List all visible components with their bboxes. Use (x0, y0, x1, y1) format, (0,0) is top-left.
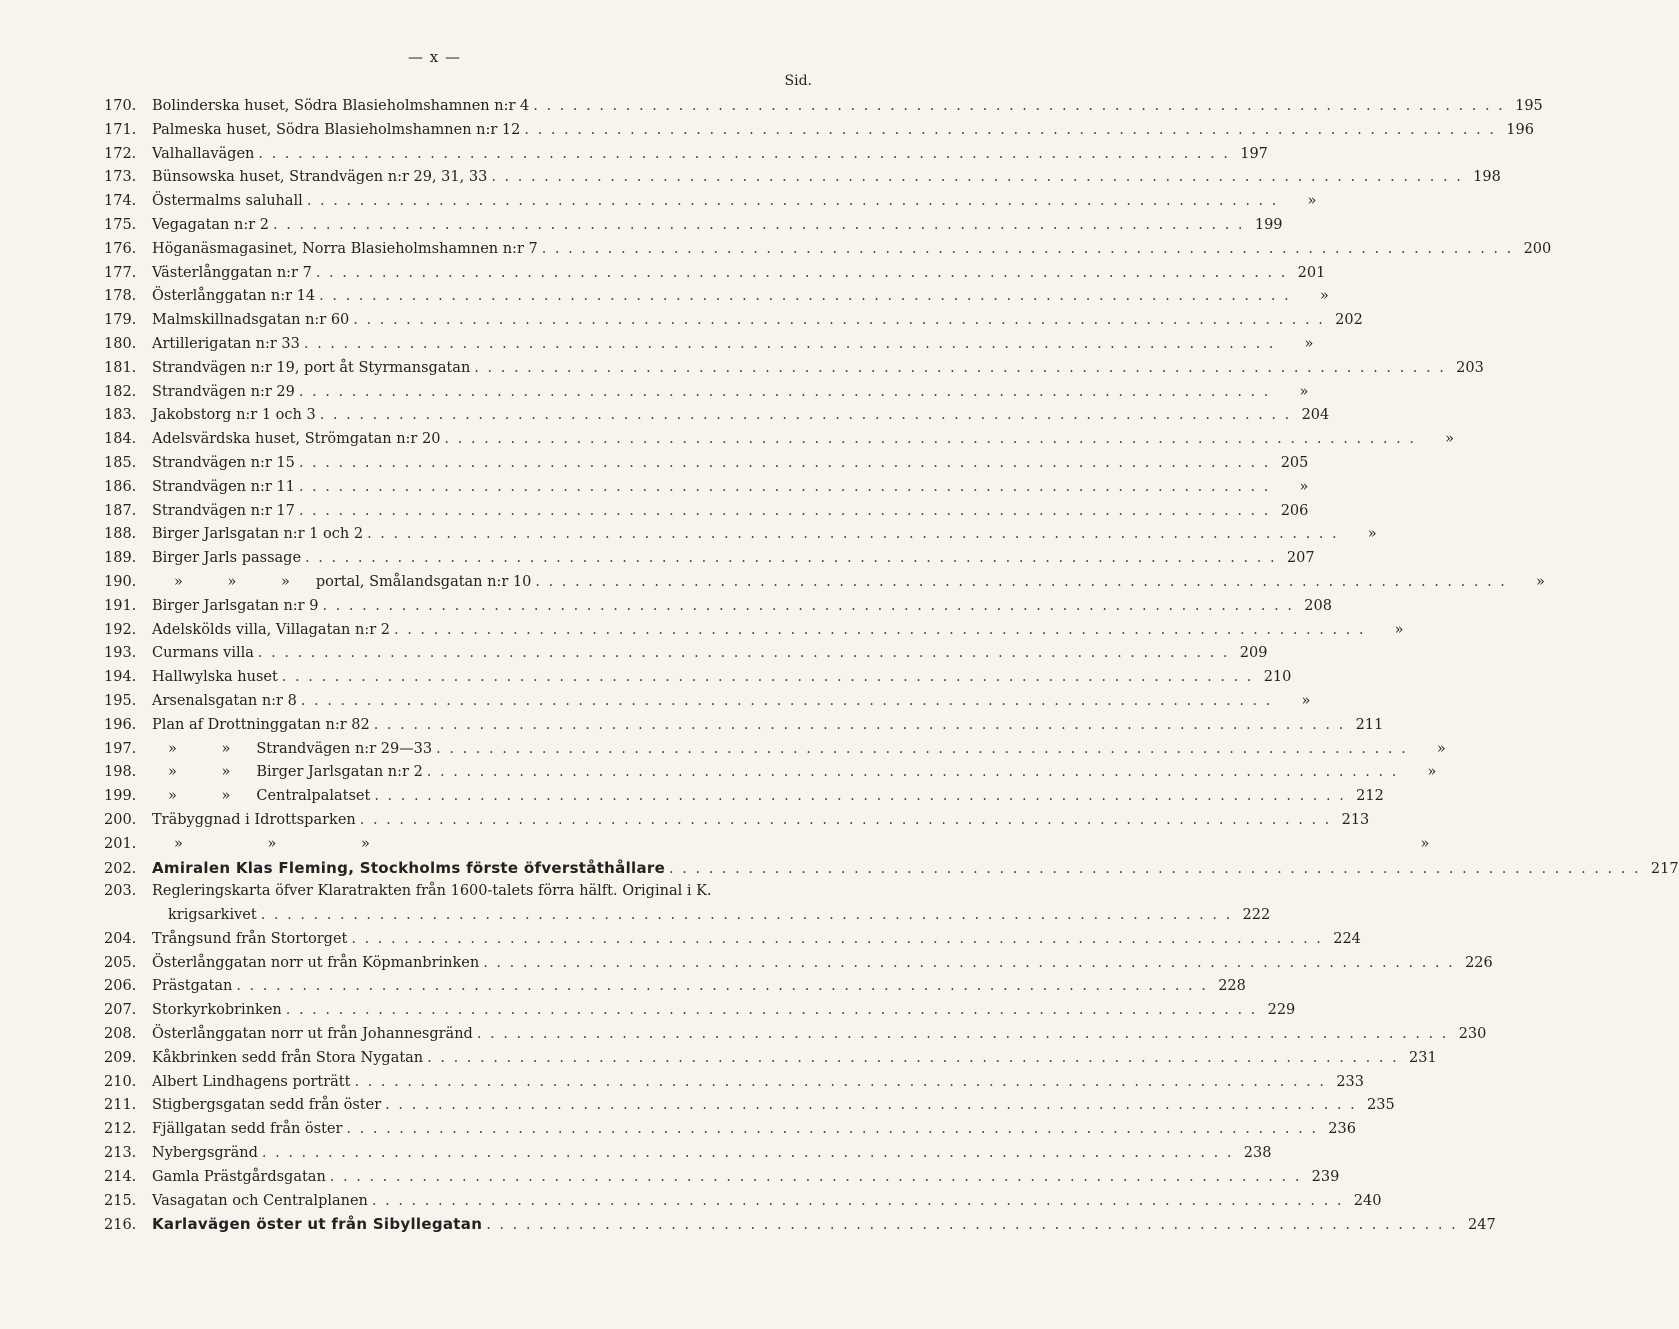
entry-title: Nybergsgränd (152, 1145, 258, 1162)
entry-page: » (1299, 383, 1309, 400)
dot-leader (316, 262, 1288, 286)
dot-leader (669, 858, 1641, 882)
dot-leader (236, 975, 1208, 999)
dot-leader (307, 190, 1279, 214)
dot-leader (282, 666, 1254, 690)
dot-leader (533, 95, 1505, 119)
entry-title: Regleringskarta öfver Klaratrakten från 1600-talets förra hälft. Original i K. (152, 883, 712, 900)
index-entry (104, 1166, 1340, 1190)
entry-page: 208 (1304, 597, 1332, 614)
entry-page: 240 (1353, 1192, 1382, 1209)
entry-page: 239 (1311, 1168, 1340, 1185)
entry-title: Strandvägen n:r 29—33 (256, 740, 433, 757)
entry-page: 228 (1218, 978, 1246, 995)
index-entry (104, 595, 1332, 619)
dot-leader (427, 761, 1399, 785)
index-entry (104, 309, 1363, 333)
dot-leader (372, 1190, 1344, 1214)
entry-number: 178. (104, 288, 137, 305)
entry-title-block (152, 880, 1270, 928)
index-entry (104, 357, 1484, 381)
entry-number: 202. (104, 860, 137, 877)
index-entry (104, 952, 1493, 976)
dot-leader (374, 785, 1346, 809)
entry-title: portal, Smålandsgatan n:r 10 (315, 573, 532, 590)
entry-number: 197. (104, 740, 137, 757)
entry-title: Valhallavägen (152, 145, 255, 162)
dot-leader (436, 738, 1408, 762)
index-entry (104, 166, 1501, 190)
entry-number: 216. (104, 1217, 137, 1234)
entry-page: 211 (1355, 716, 1384, 733)
index-entry (104, 1023, 1487, 1047)
dot-leader (299, 381, 1271, 405)
entry-page: 200 (1523, 240, 1552, 257)
index-entry (104, 285, 1329, 309)
entry-number: 198. (104, 764, 137, 781)
dot-leader (367, 523, 1339, 547)
entry-page: 247 (1468, 1217, 1496, 1234)
entry-page: » (1304, 335, 1314, 352)
entry-title: Jakobstorg n:r 1 och 3 (152, 407, 316, 424)
page-column-label: Sid. (784, 73, 812, 89)
entry-title: Birger Jarlsgatan n:r 1 och 2 (152, 526, 364, 543)
entry-page: » (1427, 764, 1437, 781)
entry-page: » (1367, 526, 1377, 543)
entry-number: 194. (104, 669, 137, 686)
entry-page: 231 (1409, 1049, 1437, 1066)
dot-leader (351, 928, 1323, 952)
dot-leader (353, 309, 1325, 333)
entry-page: 207 (1286, 550, 1315, 567)
index-entry (104, 571, 1545, 595)
entry-title: Artillerigatan n:r 33 (152, 335, 300, 352)
index-entry (104, 428, 1454, 452)
entry-title: Fjällgatan sedd från öster (152, 1121, 343, 1138)
dot-leader (273, 214, 1245, 238)
entry-title: Karlavägen öster ut från Sibyllegatan (152, 1215, 483, 1234)
entry-title: Kåkbrinken sedd från Stora Nygatan (152, 1049, 424, 1066)
entry-title: Bünsowska huset, Strandvägen n:r 29, 31, 33 (152, 169, 488, 186)
entry-title: Strandvägen n:r 11 (152, 478, 295, 495)
entry-page: » (1299, 478, 1309, 495)
entry-title: Curmans villa (152, 645, 254, 662)
entry-number: 184. (104, 431, 137, 448)
index-entry (104, 500, 1309, 524)
index-entry (104, 809, 1370, 833)
dot-leader (286, 999, 1258, 1023)
entry-title: Malmskillnadsgatan n:r 60 (152, 312, 350, 329)
illustration-index-list (104, 95, 1679, 1237)
entry-number: 200. (104, 811, 137, 828)
index-entry (104, 190, 1317, 214)
index-entry (104, 975, 1246, 999)
entry-page: 203 (1456, 359, 1484, 376)
entry-number: 196. (104, 716, 137, 733)
dot-leader (354, 1071, 1326, 1095)
dot-leader (374, 714, 1346, 738)
dot-leader (394, 619, 1366, 643)
entry-title: Birger Jarlsgatan n:r 2 (256, 764, 423, 781)
entry-page: 238 (1243, 1145, 1272, 1162)
entry-number: 177. (104, 264, 137, 281)
entry-number: 203. (104, 883, 137, 900)
entry-page: 195 (1515, 98, 1543, 114)
index-entry (104, 214, 1283, 238)
entry-number: 211. (104, 1097, 137, 1114)
entry-page: 209 (1239, 645, 1268, 662)
ditto-marks: » » (168, 764, 251, 781)
entry-page: 201 (1297, 264, 1326, 281)
dot-leader (330, 1166, 1302, 1190)
index-entry (104, 714, 1384, 738)
dot-leader (477, 1023, 1449, 1047)
index-entry (104, 476, 1309, 500)
entry-number: 214. (104, 1168, 137, 1185)
entry-title: Österlånggatan norr ut från Johannesgränd (152, 1026, 473, 1043)
entry-page: 233 (1336, 1073, 1365, 1090)
index-entry (104, 999, 1296, 1023)
index-entry (104, 1071, 1365, 1095)
entry-title: Bolinderska huset, Södra Blasieholmshamnen n:r 4 (152, 98, 530, 114)
entry-page: 213 (1341, 811, 1370, 828)
index-entry (104, 119, 1534, 143)
entry-title: Strandvägen n:r 15 (152, 454, 295, 471)
dot-leader (258, 143, 1230, 167)
dot-leader (261, 904, 1233, 928)
dot-leader (299, 452, 1271, 476)
entry-number: 209. (104, 1049, 137, 1066)
entry-title: Vasagatan och Centralplanen (152, 1192, 368, 1209)
entry-page: 217 (1650, 860, 1679, 877)
entry-number: 204. (104, 930, 137, 947)
index-entry (104, 1142, 1272, 1166)
dot-leader (483, 952, 1455, 976)
entry-number: 187. (104, 502, 137, 519)
entry-page: 197 (1240, 145, 1268, 162)
entry-page: » (1536, 573, 1545, 590)
entry-title: Storkyrkobrinken (152, 1002, 282, 1019)
index-entry (104, 785, 1384, 809)
index-entry (104, 238, 1552, 262)
index-entry (104, 857, 1679, 881)
dot-leader (305, 547, 1277, 571)
dot-leader (491, 166, 1463, 190)
entry-number: 215. (104, 1192, 137, 1209)
entry-page: 222 (1242, 907, 1271, 924)
entry-page: 199 (1254, 216, 1283, 233)
dot-leader (474, 357, 1446, 381)
index-entry (104, 143, 1268, 167)
index-entry (104, 1047, 1437, 1071)
entry-page: 235 (1367, 1097, 1395, 1114)
entry-number: 208. (104, 1026, 137, 1043)
entry-page: 210 (1263, 669, 1292, 686)
dot-leader (322, 595, 1294, 619)
entry-page: » (1307, 193, 1317, 210)
ditto-marks: » » (168, 740, 251, 757)
index-entry (104, 880, 1271, 928)
entry-title: Centralpalatset (256, 788, 371, 805)
entry-number: 170. (104, 98, 137, 114)
index-entry (104, 690, 1311, 714)
entry-number: 180. (104, 335, 137, 352)
dot-leader (524, 119, 1496, 143)
entry-number: 205. (104, 954, 137, 971)
entry-title: Strandvägen n:r 19, port åt Styrmansgatan (152, 359, 471, 376)
index-entry (104, 381, 1309, 405)
entry-number: 212. (104, 1121, 137, 1138)
entry-number: 193. (104, 645, 137, 662)
entry-title: Adelskölds villa, Villagatan n:r 2 (152, 621, 390, 638)
entry-title: Trångsund från Stortorget (152, 930, 348, 947)
entry-number: 190. (104, 573, 137, 590)
entry-page: 196 (1506, 121, 1534, 138)
dot-leader (360, 809, 1332, 833)
entry-title: Birger Jarlsgatan n:r 9 (152, 597, 319, 614)
dot-leader (535, 571, 1507, 595)
entry-title: Västerlånggatan n:r 7 (152, 264, 312, 281)
entry-number: 172. (104, 145, 137, 162)
entry-page: » (1319, 288, 1329, 305)
entry-title: Palmeska huset, Södra Blasieholmshamnen n:r 12 (152, 121, 521, 138)
index-entry (104, 1213, 1496, 1237)
entry-page: 236 (1328, 1121, 1356, 1138)
entry-page: 205 (1280, 454, 1309, 471)
entry-title: Amiralen Klas Fleming, Stockholms förste öfverståthållare (152, 858, 666, 877)
dot-leader (385, 1094, 1357, 1118)
entry-page: 206 (1280, 502, 1309, 519)
entry-page: » (1301, 692, 1311, 709)
entry-page: 230 (1458, 1026, 1487, 1043)
dot-leader (319, 285, 1291, 309)
index-entry (104, 333, 1314, 357)
entry-title: Vegagatan n:r 2 (152, 216, 269, 233)
dot-leader (427, 1047, 1399, 1071)
entry-number: 171. (104, 121, 137, 138)
entry-title: Östermalms saluhall (152, 193, 303, 210)
entry-number: 173. (104, 169, 137, 186)
entry-title: Österlånggatan n:r 14 (152, 288, 316, 305)
entry-title-continuation: krigsarkivet (168, 907, 257, 924)
entry-number: 189. (104, 550, 137, 567)
index-entry (104, 452, 1309, 476)
dot-leader (304, 333, 1276, 357)
entry-title: Gamla Prästgårdsgatan (152, 1168, 326, 1185)
entry-page: 202 (1335, 312, 1363, 329)
entry-number: 186. (104, 478, 137, 495)
entry-number: 207. (104, 1002, 137, 1019)
index-entry (104, 928, 1361, 952)
entry-page: » (1420, 835, 1430, 852)
index-entry (104, 1118, 1356, 1142)
entry-page: 204 (1301, 407, 1330, 424)
entry-number: 192. (104, 621, 137, 638)
entry-page: 224 (1333, 930, 1361, 947)
ditto-marks: » » (168, 788, 251, 805)
index-entry (104, 642, 1268, 666)
dot-leader (320, 404, 1292, 428)
entry-page: » (1445, 431, 1454, 448)
ditto-marks: » » » (174, 835, 410, 852)
entry-number: 182. (104, 383, 137, 400)
entry-page: 226 (1465, 954, 1493, 971)
index-entry (104, 262, 1326, 286)
entry-title: Albert Lindhagens porträtt (152, 1073, 351, 1090)
entry-title: Höganäsmagasinet, Norra Blasieholmshamnen n:r 7 (152, 240, 538, 257)
dot-leader (262, 1142, 1234, 1166)
entry-page: 229 (1267, 1002, 1296, 1019)
entry-number: 199. (104, 788, 137, 805)
entry-number: 185. (104, 454, 137, 471)
index-entry (104, 738, 1446, 762)
index-entry (104, 523, 1377, 547)
entry-number: 183. (104, 407, 137, 424)
entry-title: Österlånggatan norr ut från Köpmanbrinken (152, 954, 480, 971)
dot-leader (444, 428, 1416, 452)
dot-leader (258, 642, 1230, 666)
entry-page: 198 (1473, 169, 1501, 186)
page-number-roman: — x — (408, 48, 461, 66)
index-entry (104, 95, 1543, 119)
entry-number: 195. (104, 692, 137, 709)
entry-title: Träbyggnad i Idrottsparken (152, 811, 356, 828)
entry-title: Strandvägen n:r 29 (152, 383, 295, 400)
index-entry (104, 761, 1437, 785)
entry-title: Birger Jarls passage (152, 550, 302, 567)
entry-title: Arsenalsgatan n:r 8 (152, 692, 297, 709)
entry-title: Prästgatan (152, 978, 233, 995)
entry-number: 191. (104, 597, 137, 614)
entry-number: 201. (104, 835, 137, 852)
entry-number: 175. (104, 216, 137, 233)
entry-title: Adelsvärdska huset, Strömgatan n:r 20 (152, 431, 441, 448)
index-entry (104, 619, 1404, 643)
dot-leader (299, 500, 1271, 524)
entry-page: » (1436, 740, 1446, 757)
entry-page: » (1394, 621, 1404, 638)
entry-title: Plan af Drottninggatan n:r 82 (152, 716, 370, 733)
entry-number: 213. (104, 1145, 137, 1162)
entry-number: 176. (104, 240, 137, 257)
entry-number: 206. (104, 978, 137, 995)
dot-leader (542, 238, 1514, 262)
dot-leader (486, 1214, 1458, 1238)
dot-leader (301, 690, 1273, 714)
entry-title: Stigbergsgatan sedd från öster (152, 1097, 382, 1114)
ditto-marks: » » » (174, 573, 310, 590)
index-entry (104, 833, 1430, 857)
entry-title: Strandvägen n:r 17 (152, 502, 295, 519)
entry-page: 212 (1356, 788, 1384, 805)
entry-title: Hallwylska huset (152, 669, 278, 686)
index-entry (104, 404, 1330, 428)
index-entry (104, 1094, 1395, 1118)
index-entry (104, 666, 1292, 690)
entry-number: 188. (104, 526, 137, 543)
index-entry (104, 547, 1315, 571)
entry-number: 181. (104, 359, 137, 376)
index-entry (104, 1190, 1382, 1214)
entry-number: 210. (104, 1073, 137, 1090)
dot-leader (346, 1118, 1318, 1142)
entry-number: 179. (104, 312, 137, 329)
entry-number: 174. (104, 193, 137, 210)
dot-leader (299, 476, 1271, 500)
